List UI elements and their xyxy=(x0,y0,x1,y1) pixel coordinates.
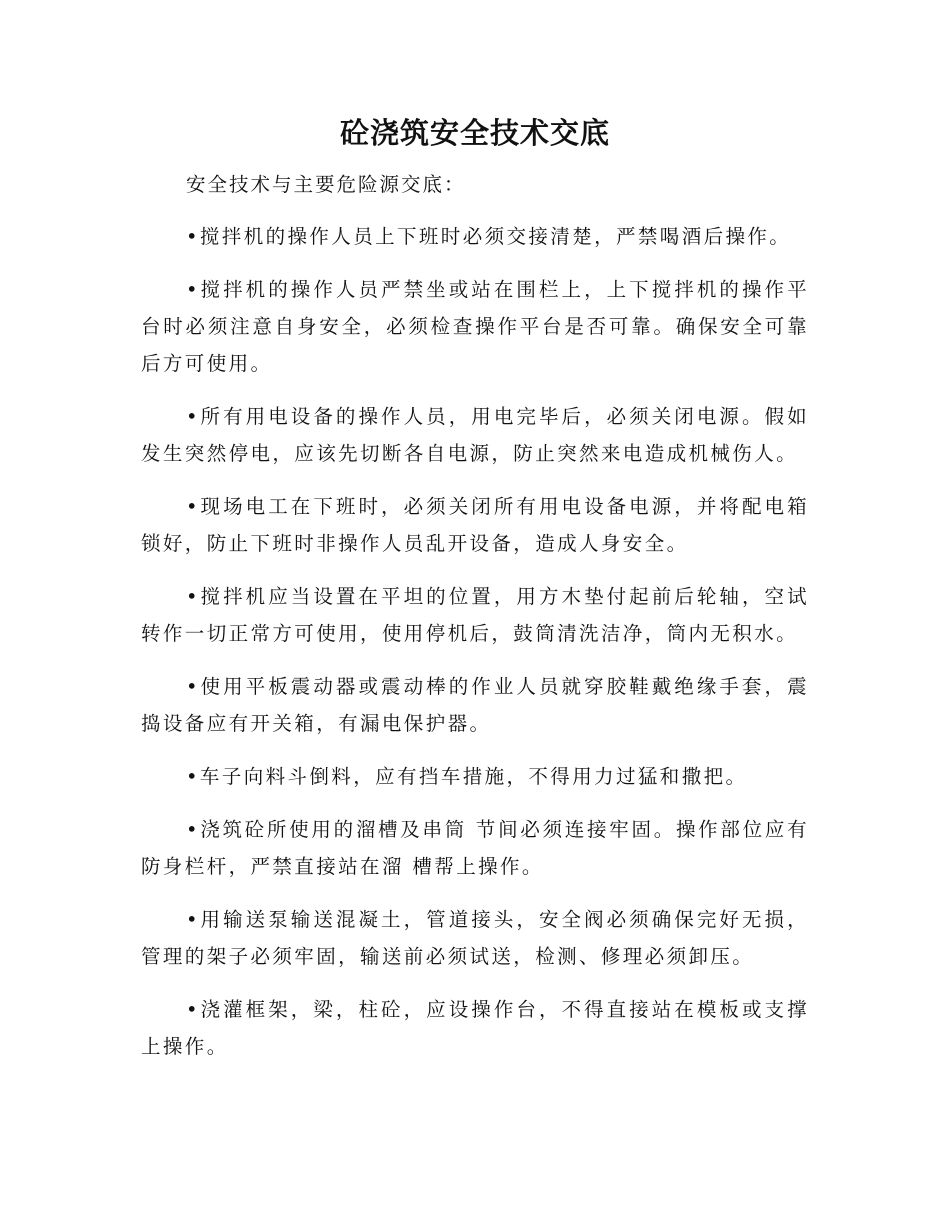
list-item: •搅拌机的操作人员上下班时必须交接清楚，严禁喝酒后操作。 xyxy=(186,225,792,248)
document-title: 砼浇筑安全技术交底 xyxy=(339,116,610,150)
item-list xyxy=(141,218,809,1081)
list-item: •所有用电设备的操作人员，用电完毕后，必须关闭电源。假如发生突然停电，应该先切断各自电源，防止突然来电造成机械伤人。 xyxy=(141,405,809,465)
list-item: •使用平板震动器或震动棒的作业人员就穿胶鞋戴绝缘手套，震捣设备应有开关箱，有漏电保护器。 xyxy=(141,675,809,735)
intro-heading: 安全技术与主要危险源交底： xyxy=(186,173,466,196)
list-item: •车子向料斗倒料，应有挡车措施，不得用力过猛和撒把。 xyxy=(186,765,748,788)
list-item: •搅拌机的操作人员严禁坐或站在围栏上，上下搅拌机的操作平台时必须注意自身安全，必须检查操作平台是否可靠。确保安全可靠后方可使用。 xyxy=(141,278,809,375)
list-item: •搅拌机应当设置在平坦的位置，用方木垫付起前后轮轴，空试转作一切正常方可使用，使用停机后，鼓筒清洗洁净，筒内无积水。 xyxy=(141,585,809,645)
list-item: •现场电工在下班时，必须关闭所有用电设备电源，并将配电箱锁好，防止下班时非操作人员乱开设备，造成人身安全。 xyxy=(141,495,809,555)
list-item: •用输送泵输送混凝土，管道接头，安全阀必须确保完好无损，管理的架子必须牢固，输送前必须试送，检测、修理必须卸压。 xyxy=(141,908,809,968)
list-item: •浇灌框架，梁，柱砼，应设操作台，不得直接站在模板或支撑上操作。 xyxy=(141,998,809,1058)
list-item: •浇筑砼所使用的溜槽及串筒 节间必须连接牢固。操作部位应有防身栏杆，严禁直接站在溜 槽帮上操作。 xyxy=(141,818,809,878)
